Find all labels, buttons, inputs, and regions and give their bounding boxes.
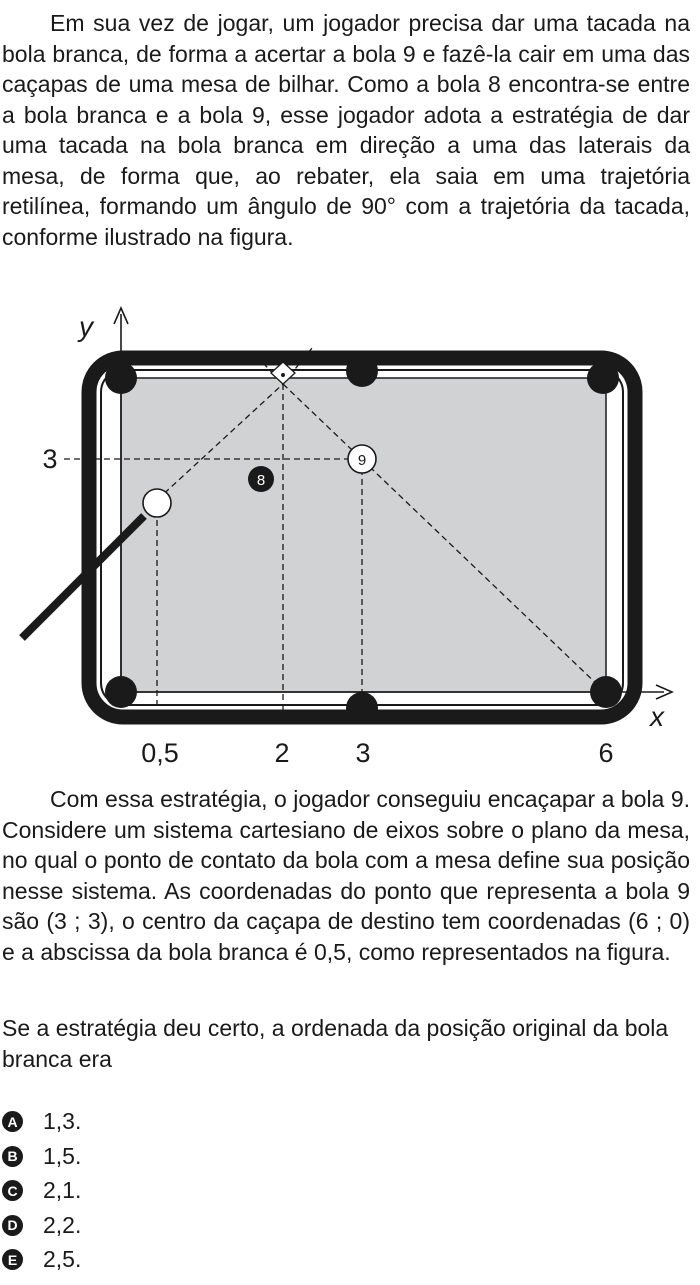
pocket-top-right	[587, 362, 619, 394]
option-d-text: 2,2.	[43, 1211, 82, 1238]
cue-ball	[143, 489, 171, 517]
option-e-letter: E	[2, 1249, 23, 1270]
y-axis-label: y	[79, 311, 93, 342]
ball-9-label: 9	[357, 452, 367, 469]
x-axis-label: x	[650, 701, 664, 732]
x-tick-0-5: 0,5	[141, 738, 179, 768]
x-tick-3: 3	[355, 738, 371, 768]
option-b-text: 1,5.	[43, 1142, 82, 1169]
x-tick-2: 2	[274, 738, 290, 768]
question-paragraph-2: Com essa estratégia, o jogador conseguiu encaçapar a bola 9. Considere um sistema cartesiano de eixos sobre o plano da mesa, no qual o ponto de contato da bola com a mesa define sua posição nesse sistema. As coordenadas do ponto que representa a bola 9 são (3 ; 3), o centro da caçapa de destino tem coordenadas (6 ; 0) e a abscissa da bola branca é 0,5, como representados na figura.	[2, 786, 690, 965]
option-c[interactable]	[2, 1175, 81, 1206]
question-paragraph-1: Em sua vez de jogar, um jogador precisa dar uma tacada na bola branca, de forma a acertar a bola 9 e fazê-la cair em uma das caçapas de uma mesa de bilhar. Como a bola 8 encontra-se entre a bola branca e a bola 9, esse jogador adota a estratégia de dar uma tacada na bola branca em direção a uma das laterais da mesa, de forma que, ao rebater, ela saia em uma trajetória retilínea, formando um ângulo de 90° com a trajetória da tacada, conforme ilustrado na figura.	[2, 10, 690, 250]
x-tick-6: 6	[598, 738, 614, 768]
pocket-top-middle	[346, 355, 378, 387]
option-d[interactable]	[2, 1210, 81, 1241]
option-b-letter: B	[2, 1146, 23, 1167]
ball-8-label: 8	[256, 472, 266, 489]
option-c-text: 2,1.	[43, 1177, 82, 1204]
billiard-table-figure	[0, 300, 700, 780]
right-angle-dot	[281, 373, 285, 377]
question-prompt: Se a estratégia deu certo, a ordenada da posição original da bola branca era	[2, 1015, 669, 1072]
option-d-letter: D	[2, 1215, 23, 1236]
option-b[interactable]	[2, 1141, 81, 1172]
table-felt	[121, 378, 606, 692]
option-a[interactable]	[2, 1106, 81, 1137]
y-tick-3: 3	[42, 444, 58, 474]
answer-options	[2, 1106, 81, 1279]
option-a-letter: A	[2, 1111, 23, 1132]
option-a-text: 1,3.	[43, 1108, 82, 1134]
option-e-text: 2,5.	[43, 1246, 82, 1273]
option-c-letter: C	[2, 1180, 23, 1201]
option-e[interactable]	[2, 1244, 81, 1275]
